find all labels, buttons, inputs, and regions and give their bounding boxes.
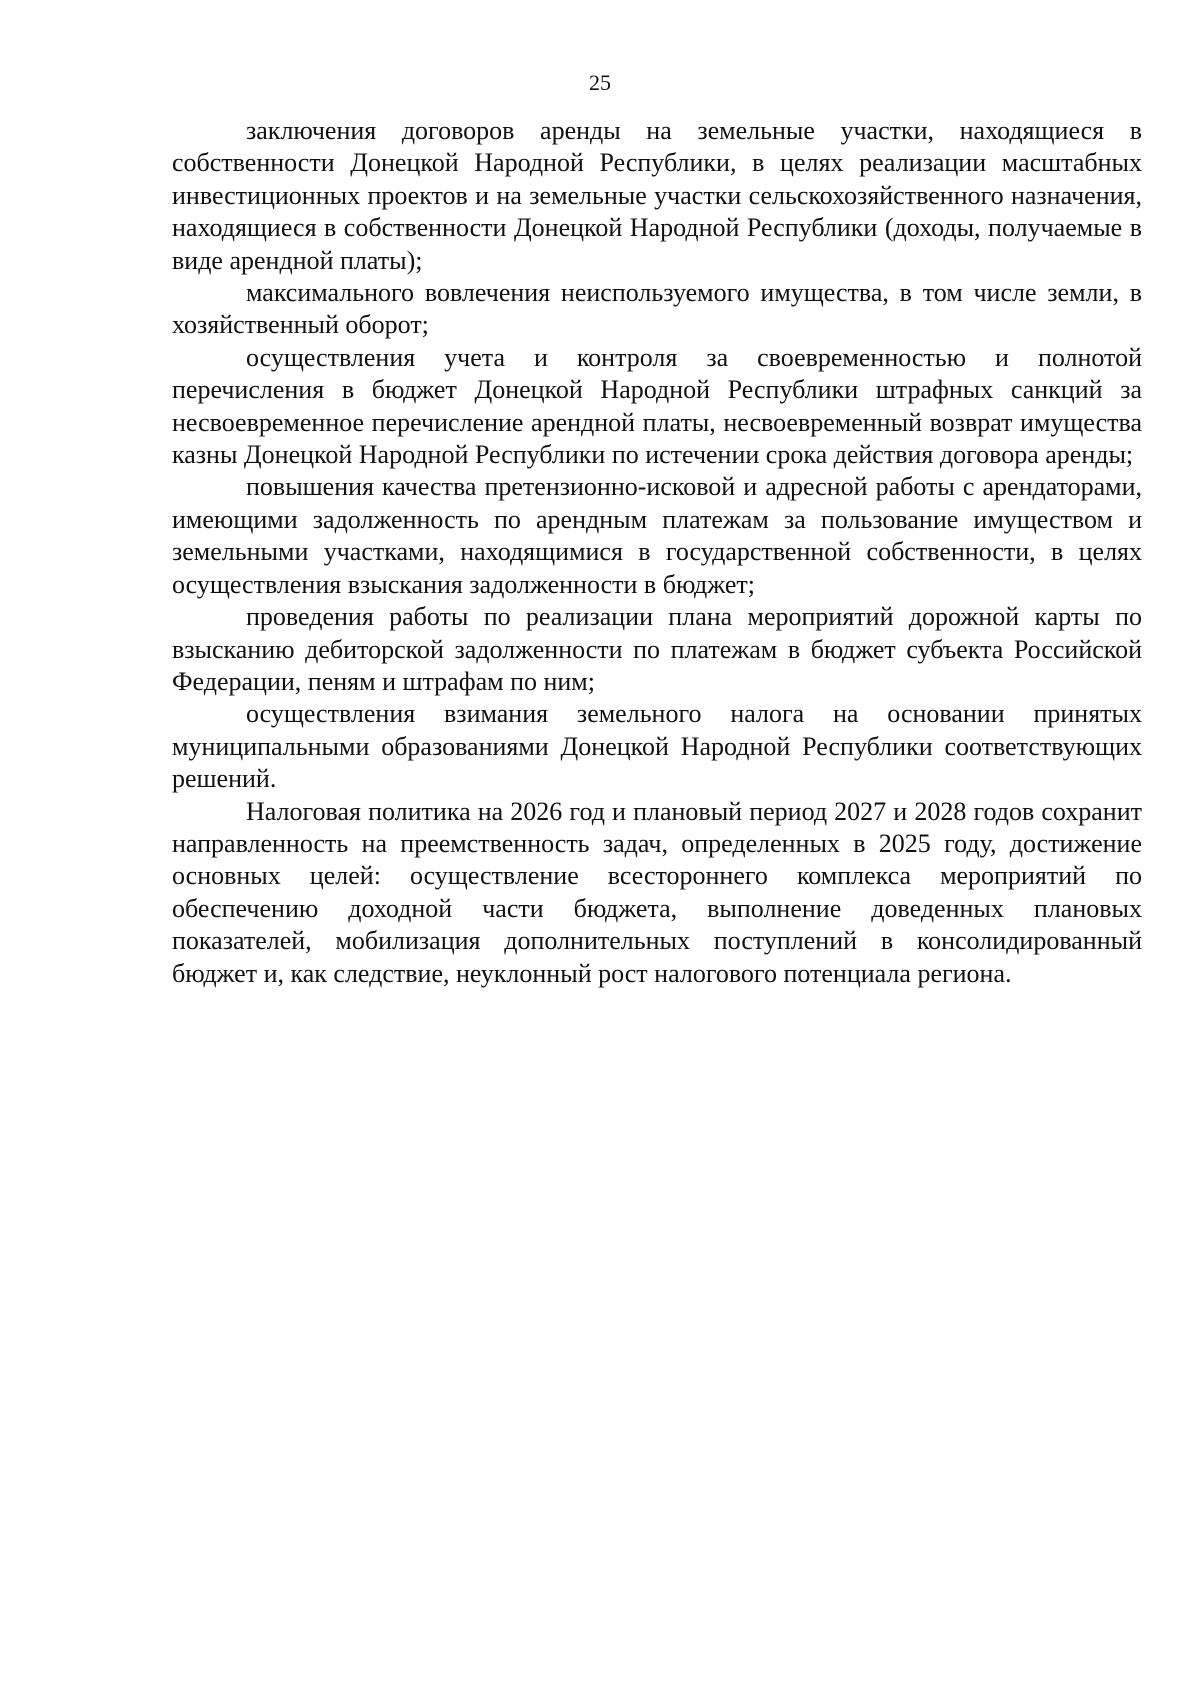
paragraph-tax-policy: Налоговая политика на 2026 год и плановый период 2027 и 2028 годов сохранит направленность на преемственность задач, определенных в 2025 году, достижение основных целей: осуществление всестороннего комплекса мероприятий по обеспечению доходной части бюджета, выполнение доведенных плановых показателей, мобилизация дополнительных поступлений в консолидированный бюджет и, как следствие, неуклонный рост налогового потенциала региона. xyxy=(172,796,1142,988)
paragraph-unused-property: максимального вовлечения неиспользуемого имущества, в том числе земли, в хозяйственный оборот; xyxy=(172,278,1142,340)
paragraph-accounting-control: осуществления учета и контроля за своевременностью и полнотой перечисления в бюджет Донецкой Народной Республики штрафных санкций за несвоевременное перечисление арендной платы, несвоевременный возврат имущества казны Донецкой Народной Республики по истечении срока действия договора аренды; xyxy=(172,342,1142,470)
paragraph-land-lease-contracts: заключения договоров аренды на земельные участки, находящиеся в собственности Донецкой Народной Республики, в целях реализации масштабных инвестиционных проектов и на земельные участки сельскохозяйственного назначения, находящиеся в собственности Донецкой Народной Республики (доходы, получаемые в виде арендной платы); xyxy=(172,116,1142,275)
paragraph-road-map: проведения работы по реализации плана мероприятий дорожной карты по взысканию дебиторской задолженности по платежам в бюджет субъекта Российской Федерации, пеням и штрафам по ним; xyxy=(172,602,1142,696)
page-number: 25 xyxy=(589,70,611,95)
paragraph-claims-work: повышения качества претензионно-исковой и адресной работы с арендаторами, имеющими задолженность по арендным платежам за пользование имуществом и земельными участками, находящимися в государственной собственности, в целях осуществления взыскания задолженности в бюджет; xyxy=(172,472,1142,599)
body-text xyxy=(172,115,1142,990)
paragraph-land-tax: осуществления взимания земельного налога на основании принятых муниципальными образованиями Донецкой Народной Республики соответствующих решений. xyxy=(172,699,1142,794)
